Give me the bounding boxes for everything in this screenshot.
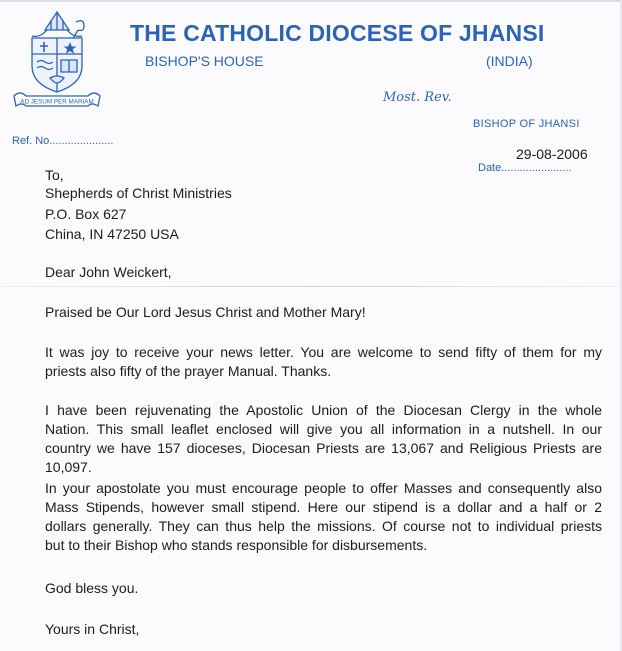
bishop-position-label: BISHOP OF JHANSI — [473, 118, 580, 130]
paragraph-1 — [45, 343, 602, 381]
closing-line: Yours in Christ, — [45, 621, 140, 637]
paragraph-line: priests also fifty of the prayer Manual. Thanks. — [45, 363, 332, 379]
paragraph-line: 10,097. — [45, 459, 92, 475]
honorific-label: Most. Rev. — [383, 90, 452, 105]
paragraph-line: Nation. This small leaflet enclosed will give you all information in a nutshell. In our — [45, 421, 602, 437]
country-label: (INDIA) — [486, 53, 533, 69]
paper-top-edge — [0, 0, 622, 2]
paragraph-line: Mass Stipends, however small stipend. Here our stipend is a dollar and a half or 2 — [45, 499, 602, 515]
letter-date: 29-08-2006 — [516, 146, 588, 162]
praise-line: Praised be Our Lord Jesus Christ and Mother Mary! — [45, 304, 366, 320]
blessing-line: God bless you. — [45, 580, 139, 596]
paragraph-3 — [45, 479, 602, 555]
reference-number-field: Ref. No..................... — [12, 135, 114, 147]
paper-fold-line — [0, 286, 622, 287]
crest-motto: AD JESUM PER MARIAM — [20, 98, 94, 106]
date-field-label: Date....................... — [478, 162, 572, 174]
diocese-title: THE CATHOLIC DIOCESE OF JHANSI — [130, 20, 545, 46]
address-line-3: China, IN 47250 USA — [45, 226, 179, 242]
paragraph-line: country we have 157 dioceses, Diocesan Priests are 13,067 and Religious Priests are — [45, 440, 602, 456]
paragraph-line: In your apostolate you must encourage people to offer Masses and consequently also — [45, 480, 602, 496]
paragraph-line: It was joy to receive your news letter. You are welcome to send fifty of them for my — [45, 344, 602, 360]
paragraph-line: I have been rejuvenating the Apostolic Union of the Diocesan Clergy in the whole — [45, 402, 602, 418]
paragraph-line: dollars generally. They can thus help the missions. Of course not to individual priests — [45, 518, 602, 534]
address-to: To, — [45, 167, 64, 183]
greeting: Dear John Weickert, — [45, 264, 172, 280]
diocese-crest-logo — [10, 8, 104, 112]
address-line-1: Shepherds of Christ Ministries — [45, 185, 232, 201]
paragraph-2 — [45, 401, 602, 477]
paragraph-line: but to their Bishop who stands responsible for disbursements. — [45, 537, 428, 553]
bishops-house-label: BISHOP'S HOUSE — [145, 53, 264, 69]
address-line-2: P.O. Box 627 — [45, 206, 127, 222]
